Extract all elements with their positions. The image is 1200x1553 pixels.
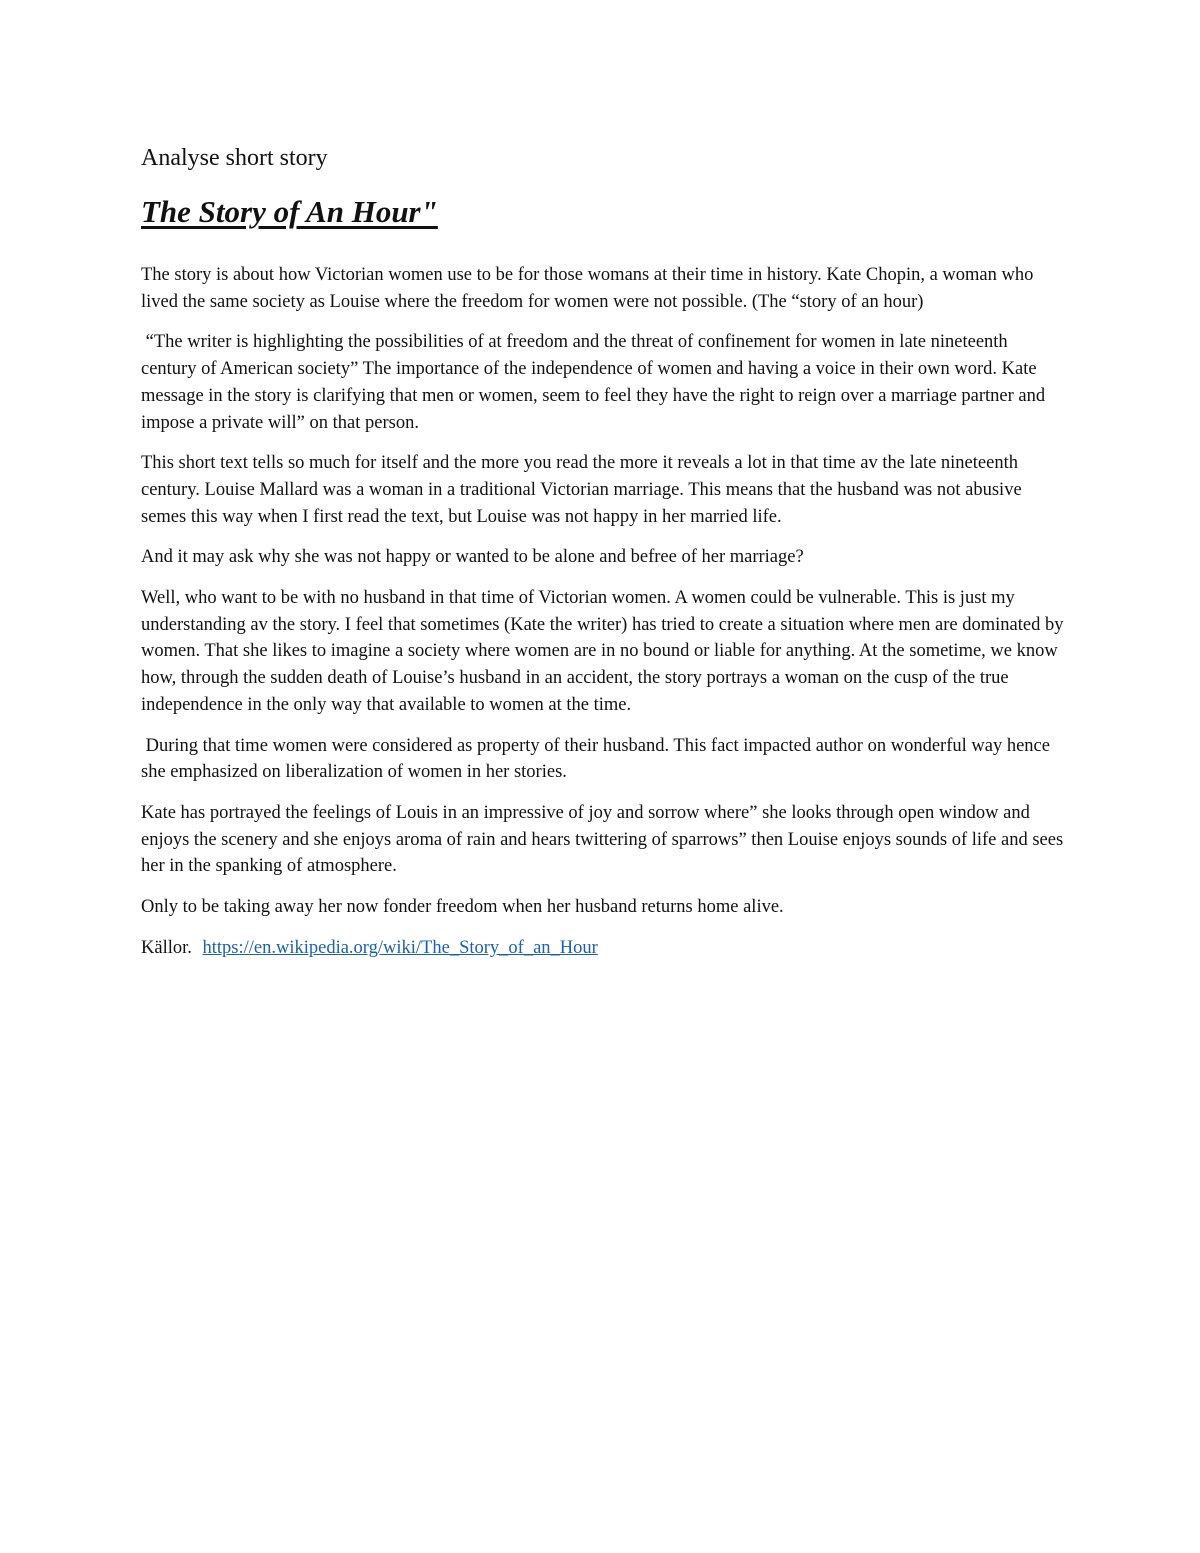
paragraph-2: “The writer is highlighting the possibilities of at freedom and the threat of confinement for women in late nineteenth century of American society” The importance of the independence of women and having a voice in their own word. Kate message in the story is clarifying that men or women, seem to feel they have the right to reign over a marriage partner and impose a private will” on that person. bbox=[141, 332, 1046, 433]
paragraph-1: The story is about how Victorian women use to be for those womans at their time in history. Kate Chopin, a woman who lived the same society as Louise where the freedom for women were not possible. (The “story of an hour) bbox=[141, 265, 1034, 312]
document-title: The Story of An Hour" bbox=[141, 194, 438, 229]
sources-link[interactable]: https://en.wikipedia.org/wiki/The_Story_of_an_Hour bbox=[202, 937, 598, 958]
paragraph-6: During that time women were considered as property of their husband. This fact impacted author on wonderful way hence she emphasized on liberalization of women in her stories. bbox=[141, 735, 1050, 783]
document-body bbox=[141, 142, 1066, 961]
sources-line bbox=[141, 935, 1066, 962]
paragraph-7: Kate has portrayed the feelings of Louis in an impressive of joy and sorrow where” she looks through open window and enjoys the scenery and she enjoys aroma of rain and hears twittering of sparrows” then Louise enjoys sounds of life and sees her in the spanking of atmosphere. bbox=[141, 802, 1064, 877]
paragraph-5: Well, who want to be with no husband in that time of Victorian women. A women could be vulnerable. This is just my understanding av the story. I feel that sometimes (Kate the writer) has tried to create a situation where men are dominated by women. That she likes to imagine a society where women are in no bound or liable for anything. At the sometime, we know how, through the sudden death of Louise’s husband in an accident, the story portrays a woman on the cusp of the true independence in the only way that available to women at the time. bbox=[141, 588, 1064, 715]
paragraph-3: This short text tells so much for itself and the more you read the more it reveals a lot in that time av the late nineteenth century. Louise Mallard was a woman in a traditional Victorian marriage. This means that the husband was not abusive semes this way when I first read the text, but Louise was not happy in her married life. bbox=[141, 453, 1022, 527]
paragraph-4: And it may ask why she was not happy or wanted to be alone and befree of her marriage? bbox=[141, 547, 804, 568]
paragraph-8: Only to be taking away her now fonder freedom when her husband returns home alive. bbox=[141, 897, 784, 918]
sources-label: Källor. bbox=[141, 937, 192, 958]
document-heading: Analyse short story bbox=[141, 145, 328, 171]
